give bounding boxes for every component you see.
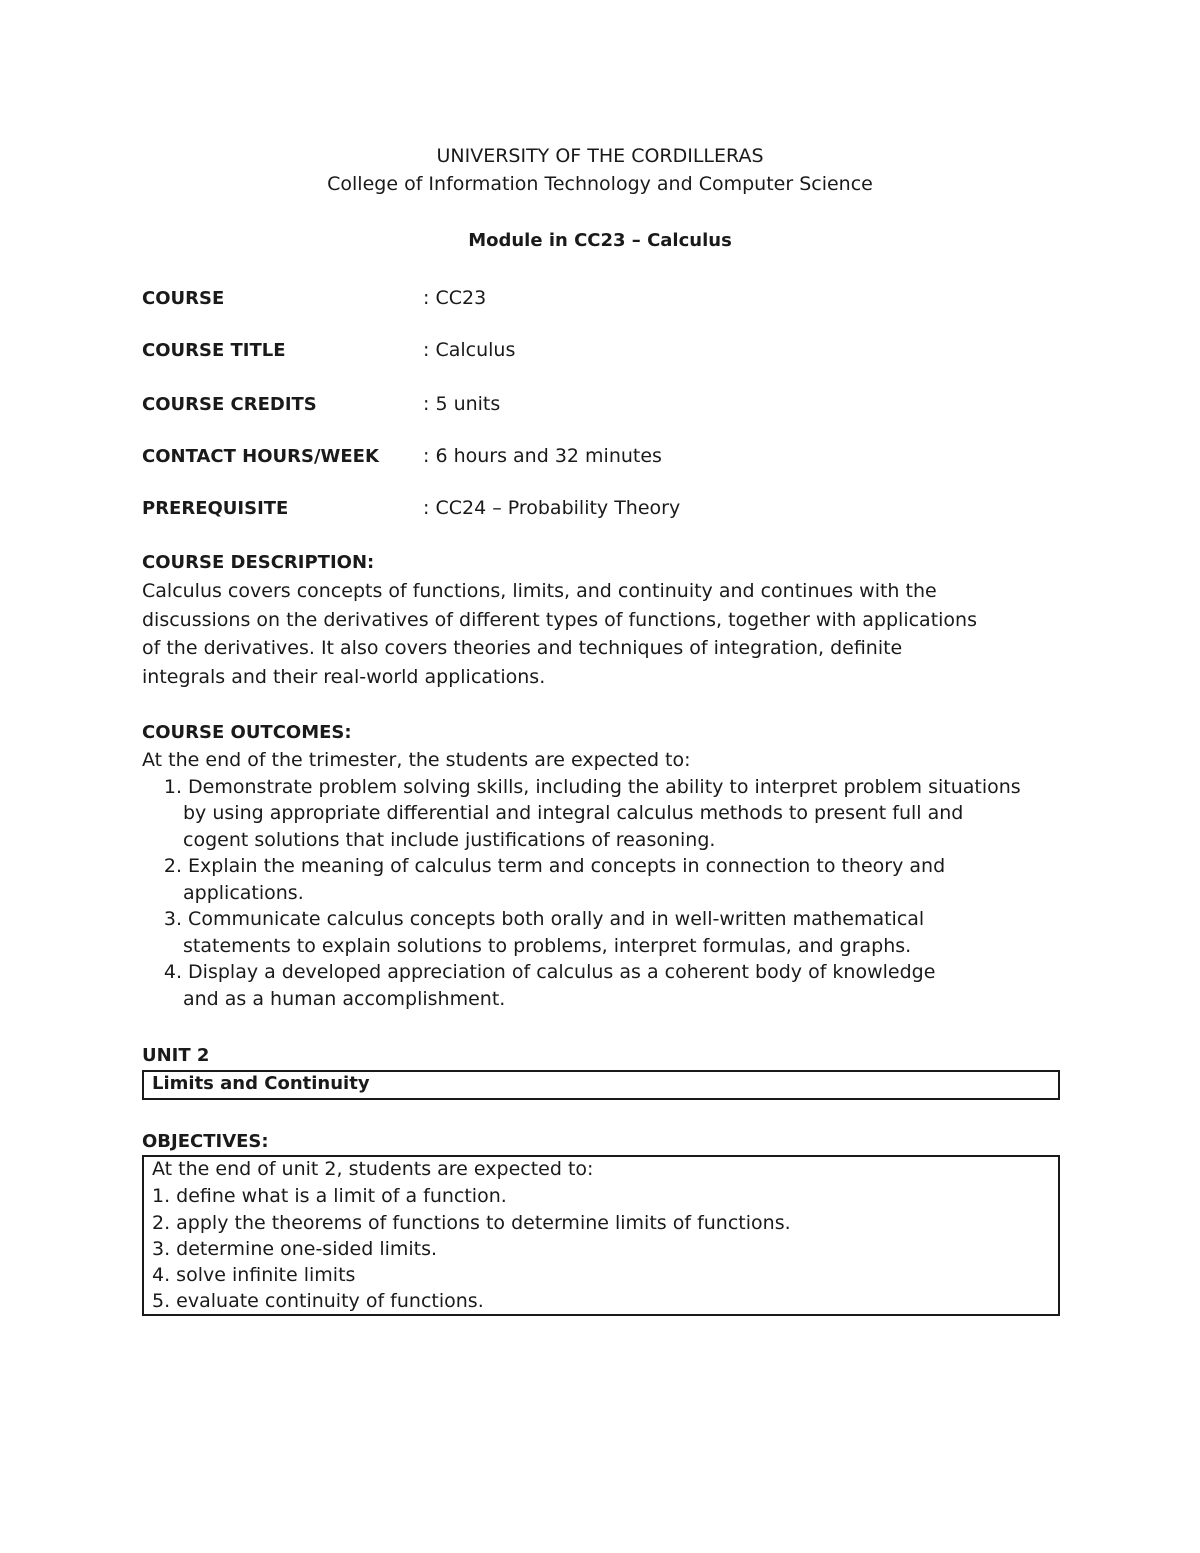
- outcome-continuation: statements to explain solutions to problems, interpret formulas, and graphs.: [183, 934, 912, 957]
- outcomes-intro: At the end of the trimester, the students are expected to:: [142, 749, 691, 771]
- objectives-heading: OBJECTIVES:: [142, 1131, 269, 1152]
- outcome-continuation: and as a human accomplishment.: [183, 987, 506, 1010]
- contact-hours-value: : 6 hours and 32 minutes: [423, 445, 662, 467]
- outcome-continuation: cogent solutions that include justifications of reasoning.: [183, 828, 716, 851]
- objectives-intro: At the end of unit 2, students are expected to:: [152, 1158, 594, 1180]
- objective-item: 4. solve infinite limits: [152, 1264, 356, 1286]
- outcome-text: Communicate calculus concepts both orally and in well-written mathematical: [188, 908, 925, 930]
- outcome-item-4: [142, 959, 1072, 986]
- module-title: Module in CC23 – Calculus: [468, 230, 732, 251]
- outcome-item-1: [142, 774, 1072, 801]
- outcomes-list: [142, 747, 1072, 1012]
- description-line: discussions on the derivatives of different types of functions, together with applications: [142, 608, 977, 631]
- course-title-value: : Calculus: [423, 339, 516, 361]
- university-name: UNIVERSITY OF THE CORDILLERAS: [436, 145, 764, 167]
- outcome-text: Explain the meaning of calculus term and concepts in connection to theory and: [188, 855, 946, 877]
- course-label: COURSE: [142, 288, 225, 309]
- unit-title: Limits and Continuity: [152, 1073, 370, 1094]
- outcome-text: Display a developed appreciation of calculus as a coherent body of knowledge: [188, 961, 936, 983]
- description-heading: COURSE DESCRIPTION:: [142, 552, 375, 573]
- prerequisite-value: : CC24 – Probability Theory: [423, 497, 681, 519]
- outcome-text: Demonstrate problem solving skills, including the ability to interpret problem situations: [188, 775, 1021, 798]
- description-line: Calculus covers concepts of functions, limits, and continuity and continues with the: [142, 580, 937, 602]
- course-value: : CC23: [423, 287, 487, 309]
- description-line: of the derivatives. It also covers theories and techniques of integration, definite: [142, 637, 903, 659]
- description-paragraph: [142, 577, 1072, 691]
- course-credits-value: : 5 units: [423, 393, 501, 415]
- outcome-continuation: by using appropriate differential and integral calculus methods to present full and: [183, 802, 964, 824]
- outcome-item-2: [142, 853, 1072, 880]
- outcome-number: 4.: [163, 961, 182, 983]
- description-line: integrals and their real-world applications.: [142, 665, 546, 688]
- unit-title-box: [142, 1070, 1060, 1100]
- objectives-box: [142, 1155, 1060, 1316]
- objective-item: 1. define what is a limit of a function.: [152, 1185, 507, 1207]
- outcome-item-3: [142, 906, 1072, 933]
- prerequisite-label: PREREQUISITE: [142, 498, 289, 519]
- outcomes-heading: COURSE OUTCOMES:: [142, 722, 352, 743]
- course-title-label: COURSE TITLE: [142, 340, 286, 361]
- outcome-number: 2.: [163, 855, 182, 877]
- college-name: College of Information Technology and Computer Science: [327, 173, 873, 195]
- outcome-number: 3.: [163, 908, 182, 930]
- objective-item: 5. evaluate continuity of functions.: [152, 1290, 484, 1312]
- outcome-continuation: applications.: [183, 881, 304, 904]
- objective-item: 3. determine one-sided limits.: [152, 1238, 438, 1260]
- contact-hours-label: CONTACT HOURS/WEEK: [142, 446, 379, 467]
- objective-item: 2. apply the theorems of functions to determine limits of functions.: [152, 1212, 791, 1234]
- unit-heading: UNIT 2: [142, 1045, 210, 1066]
- outcome-number: 1.: [163, 775, 182, 798]
- course-credits-label: COURSE CREDITS: [142, 394, 317, 415]
